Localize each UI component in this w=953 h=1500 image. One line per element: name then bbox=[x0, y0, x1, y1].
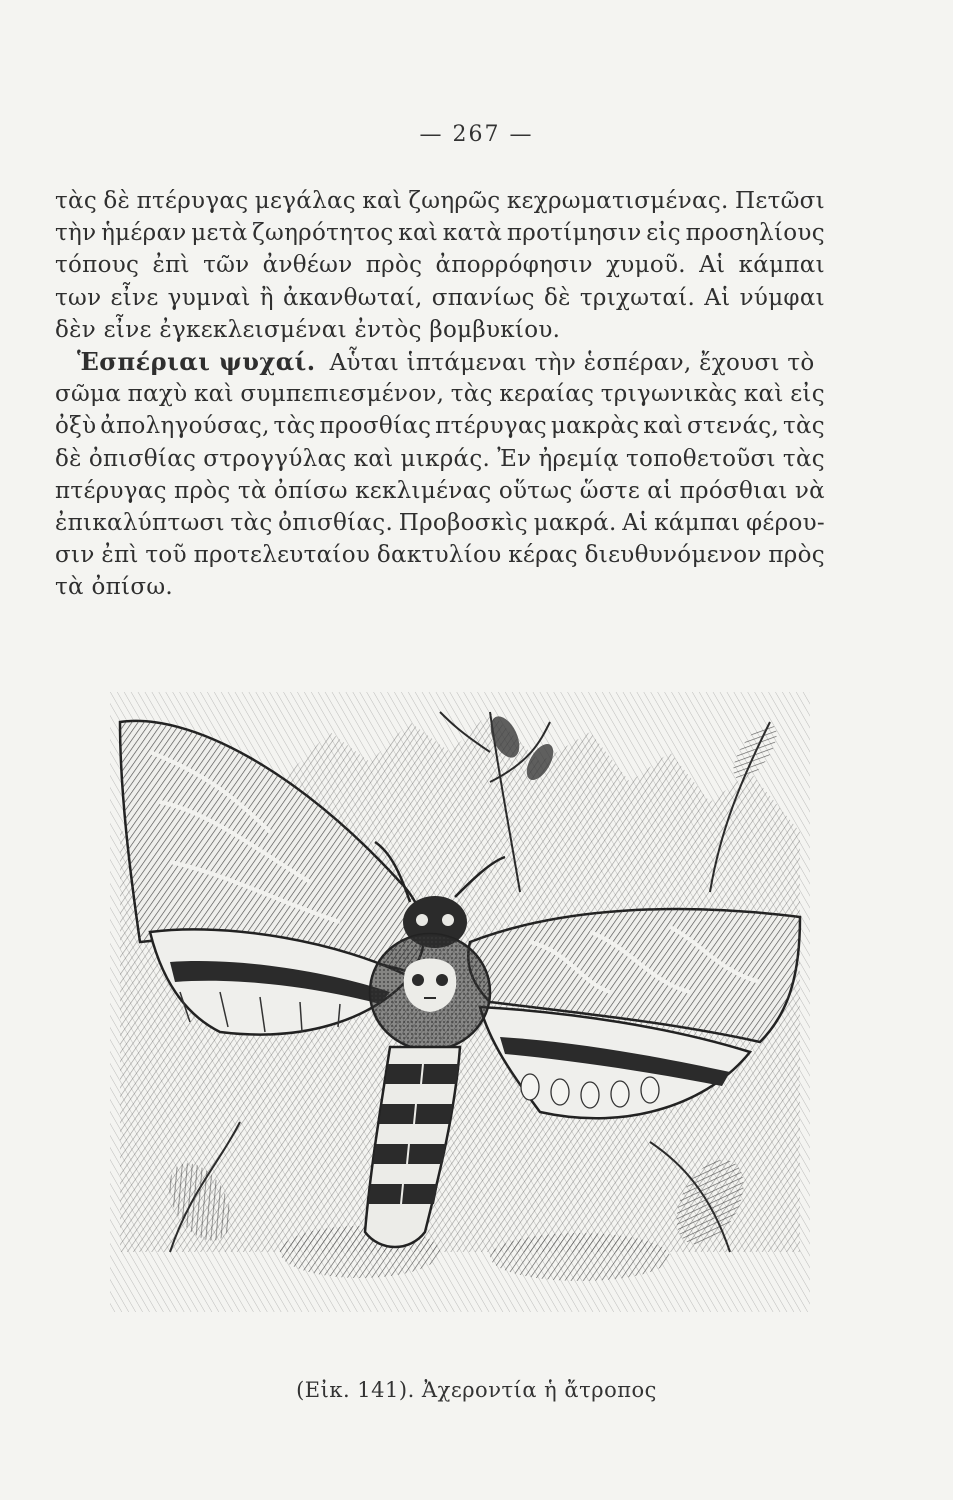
text-line-2: τὴν ἡμέραν μετὰ ζωηρότητος καὶ κατὰ προτίμησιν εἰς προσηλίους bbox=[55, 220, 825, 247]
text-line-1: τὰς δὲ πτέρυγας μεγάλας καὶ ζωηρῶς κεχρωματισμένας. Πετῶσι bbox=[55, 188, 825, 214]
text-line-5: δὲν εἶνε ἐγκεκλεισμέναι ἐντὸς βομβυκίου. bbox=[55, 316, 561, 343]
body-text bbox=[55, 185, 825, 603]
text-line-4: των εἶνε γυμναὶ ἢ ἀκανθωταί, σπανίως δὲ τριχωταί. Αἱ νύμφαι bbox=[55, 284, 825, 311]
section-line-5: ἐπικαλύπτωσι τὰς ὀπισθίας. Προβοσκὶς μακρά. Αἱ κάμπαι φέρου- bbox=[55, 509, 825, 536]
section-heading: Ἑσπέριαι ψυχαί. bbox=[77, 346, 316, 376]
text-line-3: τόπους ἐπὶ τῶν ἀνθέων πρὸς ἀπορρόφησιν χυμοῦ. Αἱ κάμπαι bbox=[55, 252, 825, 279]
section-first-line bbox=[55, 346, 825, 378]
section-line-6: σιν ἐπὶ τοῦ προτελευταίου δακτυλίου κέρας διευθυνόμενον πρὸς bbox=[55, 542, 825, 569]
section-line-1: σῶμα παχὺ καὶ συμπεπιεσμένον, τὰς κεραίας τριγωνικὰς καὶ εἰς bbox=[55, 381, 825, 408]
moth-engraving-icon bbox=[110, 692, 810, 1312]
section-line-7: τὰ ὀπίσω. bbox=[55, 574, 174, 601]
section-line-3: δὲ ὀπισθίας στρογγύλας καὶ μικράς. Ἐν ἠρεμίᾳ τοποθετοῦσι τὰς bbox=[55, 445, 825, 472]
page-number: — 267 — bbox=[419, 122, 534, 147]
section-line-4: πτέρυγας πρὸς τὰ ὀπίσω κεκλιμένας οὕτως ὥστε αἱ πρόσθιαι νὰ bbox=[55, 477, 825, 504]
moth-illustration bbox=[110, 692, 810, 1312]
section-first-line-text: Αὗται ἱπτάμεναι τὴν ἑσπέραν, ἔχουσι τὸ bbox=[329, 349, 815, 376]
figure-caption: (Εἰκ. 141). Ἀχεροντία ἡ ἄτροπος bbox=[296, 1378, 657, 1402]
section-line-2: ὀξὺ ἀποληγούσας, τὰς προσθίας πτέρυγας μακρὰς καὶ στενάς, τὰς bbox=[55, 413, 825, 440]
